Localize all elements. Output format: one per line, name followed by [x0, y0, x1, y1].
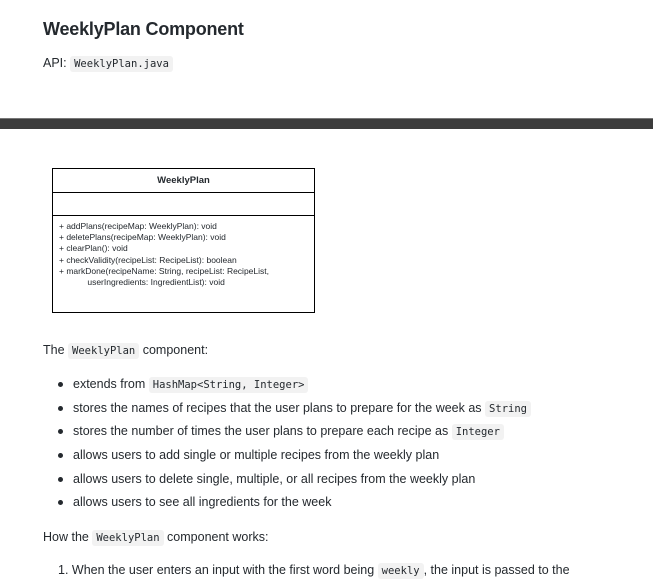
- inline-code: weekly: [378, 563, 424, 579]
- section-divider: [0, 118, 653, 129]
- page-title: WeeklyPlan Component: [43, 19, 244, 39]
- step-text: When the user enters an input with the first word being: [71, 563, 375, 577]
- list-item: extends from HashMap<String, Integer>: [58, 375, 531, 399]
- uml-method: + markDone(recipeName: String, recipeList: RecipeList,: [59, 265, 269, 276]
- step-number: 1.: [58, 563, 69, 577]
- list-item: stores the number of times the user plans to prepare each recipe as Integer: [58, 422, 531, 446]
- list-item: allows users to add single or multiple recipes from the weekly plan: [58, 446, 531, 470]
- feature-list: [58, 375, 531, 517]
- list-item: allows users to see all ingredients for the week: [58, 493, 531, 517]
- intro-text: component:: [142, 343, 209, 357]
- inline-code: HashMap<String, Integer>: [149, 377, 309, 393]
- inline-code: Integer: [452, 424, 504, 440]
- intro-text: How the: [43, 530, 89, 544]
- how-it-works-intro: [43, 530, 268, 544]
- uml-attributes: [53, 193, 314, 216]
- api-file: WeeklyPlan.java: [70, 56, 173, 72]
- steps-list: [58, 563, 570, 577]
- api-line: [43, 56, 173, 70]
- uml-class-name: WeeklyPlan: [53, 169, 314, 193]
- intro-text: component works:: [167, 530, 269, 544]
- uml-method: + checkValidity(recipeList: RecipeList): boolean: [59, 254, 237, 265]
- intro-code: WeeklyPlan: [92, 530, 163, 546]
- component-intro: [43, 343, 208, 357]
- step-text: , the input is passed to the: [423, 563, 570, 577]
- intro-text: The: [43, 343, 65, 357]
- uml-methods: [53, 216, 314, 288]
- intro-code: WeeklyPlan: [68, 343, 139, 359]
- api-label: API:: [43, 56, 67, 70]
- list-item: stores the names of recipes that the user plans to prepare for the week as String: [58, 399, 531, 423]
- uml-method: + deletePlans(recipeMap: WeeklyPlan): void: [59, 232, 226, 243]
- uml-method: userIngredients: IngredientList): void: [59, 277, 225, 288]
- list-item: allows users to delete single, multiple, or all recipes from the weekly plan: [58, 470, 531, 494]
- inline-code: String: [485, 401, 531, 417]
- uml-class-diagram: [52, 168, 315, 313]
- uml-method: + addPlans(recipeMap: WeeklyPlan): void: [59, 221, 217, 231]
- uml-method: + clearPlan(): void: [59, 243, 128, 254]
